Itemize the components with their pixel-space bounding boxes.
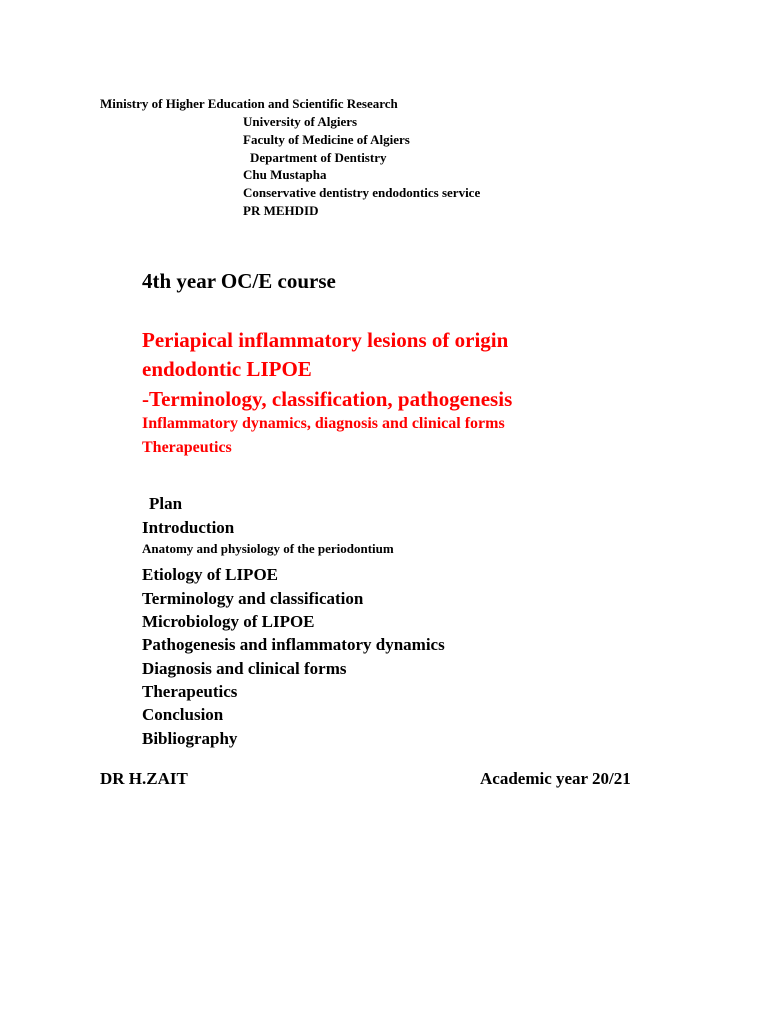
title-line-2: endodontic LIPOE: [142, 357, 312, 381]
service-text: Conservative dentistry endodontics service: [243, 185, 481, 200]
title-line-3: -Terminology, classification, pathogenesis: [142, 387, 513, 411]
plan-item: Therapeutics: [142, 682, 238, 701]
title-line-4: Inflammatory dynamics, diagnosis and clinical forms: [142, 415, 505, 432]
hospital-text: Chu Mustapha: [243, 167, 327, 182]
plan-item: Introduction: [142, 518, 235, 537]
university-text: University of Algiers: [243, 114, 358, 129]
plan-item: Etiology of LIPOE: [142, 565, 279, 584]
author-name: DR H.ZAIT: [100, 769, 188, 788]
head-text: PR MEHDID: [243, 203, 319, 218]
title-line-1: Periapical inflammatory lesions of origin: [142, 328, 509, 352]
plan-item: Conclusion: [142, 705, 224, 724]
plan-item: Diagnosis and clinical forms: [142, 659, 347, 678]
ministry-text: Ministry of Higher Education and Scientific Research: [100, 96, 398, 111]
plan-heading: Plan: [149, 494, 183, 513]
title-line-5: Therapeutics: [142, 439, 232, 456]
faculty-text: Faculty of Medicine of Algiers: [243, 132, 410, 147]
plan-item: Pathogenesis and inflammatory dynamics: [142, 635, 445, 654]
plan-item: Terminology and classification: [142, 589, 364, 608]
academic-year: Academic year 20/21: [480, 769, 631, 788]
plan-item: Bibliography: [142, 729, 238, 748]
plan-item: Microbiology of LIPOE: [142, 612, 315, 631]
department-text: Department of Dentistry: [250, 150, 387, 165]
plan-subitem: Anatomy and physiology of the periodontium: [142, 541, 394, 556]
course-label: 4th year OC/E course: [142, 269, 336, 293]
